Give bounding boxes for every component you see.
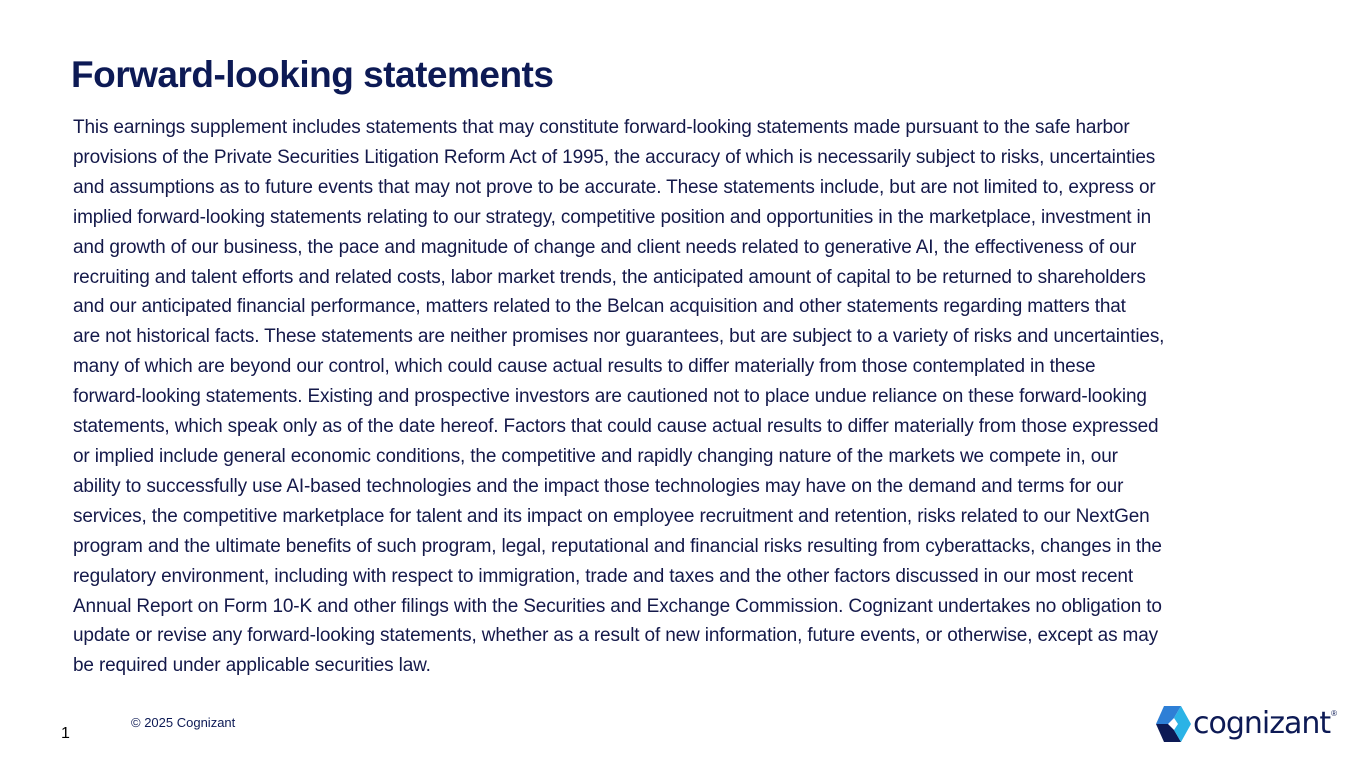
body-line: regulatory environment, including with respect to immigration, trade and taxes and the other factors discussed in our most recent (73, 565, 1133, 587)
body-line: be required under applicable securities law. (73, 655, 431, 677)
body-line: Annual Report on Form 10-K and other filings with the Securities and Exchange Commission. Cognizant undertakes no obligation to (73, 595, 1162, 617)
body-line: or implied include general economic conditions, the competitive and rapidly changing nature of the markets we compete in, our (73, 445, 1118, 467)
body-line: update or revise any forward-looking statements, whether as a result of new information, future events, or otherwise, except as may (73, 625, 1159, 647)
body-line: implied forward-looking statements relating to our strategy, competitive position and opportunities in the marketplace, investment in (73, 206, 1152, 228)
body-line: and our anticipated financial performance, matters related to the Belcan acquisition and other statements regarding matters that (73, 296, 1126, 318)
registered-mark: ® (1331, 709, 1338, 718)
cognizant-logo (1154, 705, 1337, 743)
logo-wordmark: cognizant (1193, 706, 1331, 741)
page-title: Forward-looking statements (71, 54, 554, 95)
body-line: recruiting and talent efforts and related costs, labor market trends, the anticipated amount of capital to be returned to shareholders (73, 266, 1146, 288)
body-line: ability to successfully use AI-based technologies and the impact those technologies may have on the demand and terms for our (73, 475, 1124, 497)
body-line: and growth of our business, the pace and magnitude of change and client needs related to generative AI, the effectiveness of our (73, 236, 1137, 258)
cognizant-logo-mark-icon (1154, 706, 1192, 742)
body-line: forward-looking statements. Existing and prospective investors are cautioned not to place undue reliance on these forward-looking (73, 386, 1147, 408)
body-line: many of which are beyond our control, which could cause actual results to differ materially from those contemplated in these (73, 356, 1096, 378)
body-line: services, the competitive marketplace for talent and its impact on employee recruitment and retention, risks related to our NextGen (73, 505, 1150, 527)
body-line: are not historical facts. These statements are neither promises nor guarantees, but are subject to a variety of risks and uncertainties, (73, 326, 1165, 348)
body-line: provisions of the Private Securities Litigation Reform Act of 1995, the accuracy of which is necessarily subject to risks, uncertainties (73, 146, 1156, 168)
body-line: statements, which speak only as of the date hereof. Factors that could cause actual results to differ materially from those expressed (73, 416, 1159, 438)
page-number: 1 (61, 725, 70, 742)
body-line: This earnings supplement includes statements that may constitute forward-looking statements made pursuant to the safe harbor (73, 117, 1130, 138)
body-text (73, 113, 1313, 681)
body-line: program and the ultimate benefits of such program, legal, reputational and financial risks resulting from cyberattacks, changes in the (73, 535, 1162, 557)
copyright-notice: © 2025 Cognizant (131, 715, 236, 730)
body-line: and assumptions as to future events that may not prove to be accurate. These statements include, but are not limited to, express or (73, 176, 1156, 198)
